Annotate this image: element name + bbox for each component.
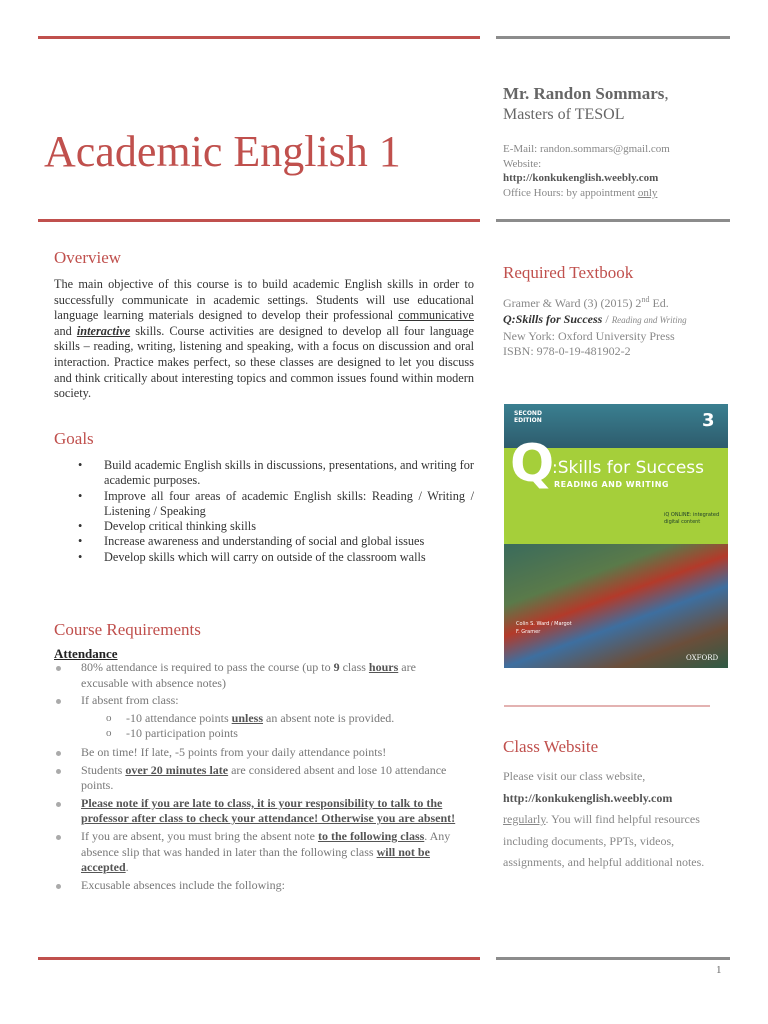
list-item: 80% attendance is required to pass the course (up to 9 class hours are excusable with absence notes) — [56, 660, 456, 691]
class-website-heading: Class Website — [503, 737, 599, 756]
list-item: Please note if you are late to class, it is your responsibility to talk to the professor after class to check your attendance! Otherwise you are absent! — [56, 796, 456, 827]
instructor-name: Mr. Randon Sommars, — [503, 84, 669, 103]
instructor-degree: Masters of TESOL — [503, 106, 625, 123]
overview-paragraph: The main objective of this course is to build academic English skills in order to successfully communicate in academic settings. Students will use educational language learning materials designed to develop their professional communicative and interactive skills. Course activities are designed to develop all four language skills – reading, writing, listening and speaking, with a focus on discussion and oral interaction. Practice makes perfect, so these classes are designed to let you discuss and think critically about interesting topics and common issues found within modern society. — [54, 277, 474, 401]
page-number: 1 — [716, 964, 722, 976]
website-divider — [504, 705, 710, 707]
class-website-link[interactable]: http://konkukenglish.weebly.com — [503, 790, 673, 805]
website-link[interactable]: http://konkukenglish.weebly.com — [503, 172, 659, 185]
textbook-cover-image — [504, 404, 728, 668]
list-item: • Improve all four areas of academic English skills: Reading / Writing / Listening / Speaking — [78, 488, 474, 518]
cover-title: :Skills for Success — [552, 458, 705, 478]
cover-authors: Colin S. Ward / Margot F. Gramer — [516, 621, 572, 635]
list-item: Be on time! If late, -5 points from your daily attendance points! — [56, 745, 456, 761]
list-item: • Develop skills which will carry on outside of the classroom walls — [78, 549, 426, 564]
cover-iq: iQ ONLINE: integrated digital content — [664, 512, 720, 525]
top-rule-right — [496, 36, 730, 39]
cover-subtitle: READING AND WRITING — [554, 480, 669, 489]
list-item: • Develop critical thinking skills — [78, 519, 256, 534]
list-item: • Build academic English skills in discussions, presentations, and writing for academic purposes. — [78, 458, 474, 488]
cover-q-logo: Q — [510, 434, 555, 494]
instructor-block — [503, 84, 733, 200]
list-item: o -10 attendance points unless an absent note is provided. — [106, 710, 395, 725]
textbook-isbn: ISBN: 978-0-19-481902-2 — [503, 344, 631, 358]
textbook-authors: Gramer & Ward (3) (2015) 2nd Ed. — [503, 295, 669, 310]
cover-publisher: OXFORD — [686, 654, 719, 662]
bottom-rule-right — [496, 957, 730, 960]
cover-number: 3 — [702, 410, 715, 431]
class-website-text: Please visit our class website, http://konkukenglish.weebly.com regularly. You will find helpful resources including documents, PPTs, videos, assignments, and helpful additional notes. — [503, 766, 713, 874]
textbook-info — [503, 292, 733, 359]
list-item: Students over 20 minutes late are considered absent and lose 10 attendance points. — [56, 763, 456, 794]
website-label: Website: — [503, 157, 542, 170]
list-item: If you are absent, you must bring the absent note to the following class. Any absence slip that was handed in later than the following class will not be accepted. — [56, 829, 456, 876]
goals-list — [76, 458, 474, 565]
office-hours: Office Hours: by appointment only — [503, 186, 658, 199]
textbook-heading: Required Textbook — [503, 263, 634, 282]
top-rule-left — [38, 36, 480, 39]
overview-heading: Overview — [54, 248, 122, 267]
cover-edition: SECOND EDITION — [514, 410, 542, 424]
goals-heading: Goals — [54, 429, 94, 448]
list-item: o -10 participation points — [106, 726, 238, 741]
requirements-list — [56, 660, 456, 895]
page-title: Academic English 1 — [44, 127, 401, 176]
textbook-title: Q:Skills for Success / Reading and Writing — [503, 312, 687, 326]
list-item: If absent from class: — [56, 693, 456, 709]
textbook-publisher: New York: Oxford University Press — [503, 329, 675, 343]
instructor-email[interactable]: E-Mail: randon.sommars@gmail.com — [503, 143, 670, 155]
list-item: Excusable absences include the following: — [56, 878, 456, 894]
requirements-heading: Course Requirements — [54, 620, 201, 639]
title-rule-left — [38, 219, 480, 222]
list-item: • Increase awareness and understanding of social and global issues — [78, 534, 425, 549]
bottom-rule-left — [38, 957, 480, 960]
title-rule-right — [496, 219, 730, 222]
attendance-subheading: Attendance — [54, 646, 118, 661]
